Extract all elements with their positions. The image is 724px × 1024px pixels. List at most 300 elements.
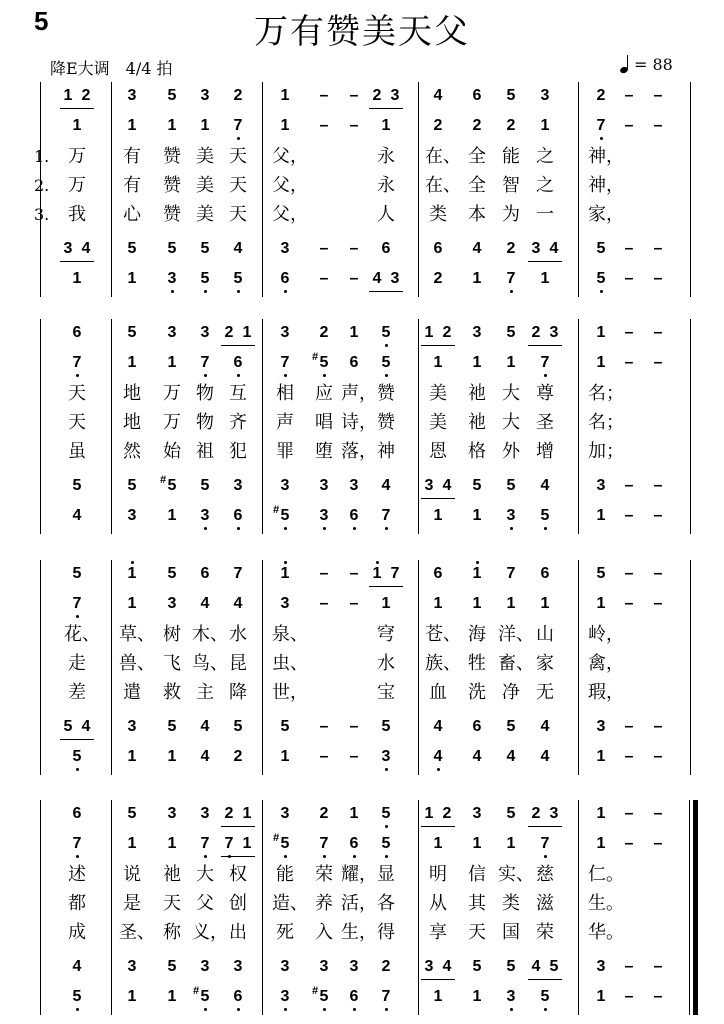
- soprano-part: [0, 804, 724, 828]
- note: [196, 957, 214, 977]
- note-digit: 4: [433, 87, 443, 104]
- note-digit: 3: [127, 958, 137, 975]
- lyric-syllable: 永: [377, 146, 395, 167]
- lyric-line-2: [0, 174, 724, 200]
- note-digit: –: [653, 507, 663, 524]
- note: [229, 747, 247, 767]
- dash-extension: [345, 269, 363, 289]
- note-digit: 1: [167, 748, 177, 765]
- lyric-line-3: [0, 681, 724, 707]
- note: [345, 353, 363, 373]
- note: [196, 564, 214, 584]
- note-digit: 3: [280, 477, 290, 494]
- note: [377, 506, 395, 526]
- lyric-syllable: 信: [468, 864, 486, 885]
- note: [163, 116, 181, 136]
- note-digit: –: [624, 718, 634, 735]
- note: [527, 804, 545, 824]
- dash-extension: [649, 747, 667, 767]
- note-digit: 6: [433, 240, 443, 257]
- note-digit: 7: [390, 565, 400, 582]
- note-digit: –: [624, 805, 634, 822]
- lyric-syllable: 荣: [536, 922, 554, 943]
- note-digit: 3: [472, 324, 482, 341]
- dash-extension: [649, 269, 667, 289]
- lyric-syllable: 创: [229, 893, 247, 914]
- note: [592, 804, 610, 824]
- note: [438, 957, 456, 977]
- note-digit: 5: [233, 270, 243, 287]
- note-digit: –: [349, 117, 359, 134]
- note: [163, 269, 181, 289]
- note: [68, 747, 86, 767]
- alto-part: [0, 594, 724, 618]
- note-digit: –: [653, 117, 663, 134]
- note-digit: 7: [506, 270, 516, 287]
- lyric-syllable: 净: [502, 682, 520, 703]
- note: [502, 594, 520, 614]
- note: [429, 239, 447, 259]
- note-digit: 4: [540, 477, 550, 494]
- note-digit: 1: [433, 988, 443, 1005]
- note: [468, 834, 486, 854]
- lyric-syllable: 万: [68, 175, 86, 196]
- lyric-syllable: 祂: [468, 383, 486, 404]
- note-digit: –: [624, 270, 634, 287]
- note-digit: 7: [540, 835, 550, 852]
- lyric-syllable: 花、: [64, 624, 100, 645]
- lyric-syllable: 在、: [425, 175, 461, 196]
- note-digit: 4: [200, 718, 210, 735]
- note-digit: 3: [280, 958, 290, 975]
- note-digit: 1: [280, 748, 290, 765]
- note-digit: –: [653, 718, 663, 735]
- note-digit: 1: [506, 595, 516, 612]
- note-digit: 1: [280, 565, 290, 582]
- note: [377, 323, 395, 343]
- note: [77, 239, 95, 259]
- note: [238, 323, 256, 343]
- note-digit: 5: [200, 988, 210, 1005]
- lyric-syllable: 祂: [163, 864, 181, 885]
- note: [68, 987, 86, 1007]
- note: [196, 834, 214, 854]
- note-digit: 4: [433, 748, 443, 765]
- note-digit: 1: [540, 595, 550, 612]
- dash-extension: [345, 594, 363, 614]
- note-digit: 5: [540, 988, 550, 1005]
- dash-extension: [649, 353, 667, 373]
- note: [229, 116, 247, 136]
- note: [592, 86, 610, 106]
- note-digit: –: [349, 87, 359, 104]
- lyric-syllable: 天: [68, 412, 86, 433]
- alto-part: [0, 834, 724, 858]
- note-digit: 5: [200, 270, 210, 287]
- note: [536, 747, 554, 767]
- lyric-syllable: 滋: [536, 893, 554, 914]
- lyric-syllable: 类: [429, 204, 447, 225]
- dash-extension: [649, 987, 667, 1007]
- hymn-title: 万有赞美天父: [254, 12, 470, 52]
- note-digit: 5: [167, 87, 177, 104]
- note-digit: 2: [531, 324, 541, 341]
- dash-extension: [620, 269, 638, 289]
- lyric-syllable: 禽，: [588, 653, 624, 674]
- note: [429, 353, 447, 373]
- note-digit: –: [653, 835, 663, 852]
- lyric-syllable: 增: [536, 441, 554, 462]
- lyric-syllable: 洋、: [498, 624, 534, 645]
- note-digit: 3: [167, 270, 177, 287]
- note: [377, 747, 395, 767]
- lyric-line-3: [0, 440, 724, 466]
- note-digit: 1: [127, 270, 137, 287]
- note-digit: 2: [531, 805, 541, 822]
- note: [368, 564, 386, 584]
- lyric-syllable: 草、: [119, 624, 155, 645]
- note-digit: 3: [167, 324, 177, 341]
- note-digit: 3: [549, 805, 559, 822]
- note-digit: 1: [349, 805, 359, 822]
- lyric-syllable: 是: [123, 893, 141, 914]
- note: [468, 804, 486, 824]
- note-digit: –: [624, 354, 634, 371]
- note-digit: 1: [280, 117, 290, 134]
- note: [468, 564, 486, 584]
- note-digit: –: [653, 270, 663, 287]
- note: [229, 269, 247, 289]
- note: [592, 957, 610, 977]
- note-digit: 1: [242, 805, 252, 822]
- lyric-syllable: 天: [163, 893, 181, 914]
- key-signature: 降E大调 4/4 拍: [50, 59, 173, 78]
- lyric-syllable: 赞: [377, 383, 395, 404]
- note-digit: –: [653, 324, 663, 341]
- eighth-underline: [221, 826, 255, 827]
- note-digit: 2: [442, 324, 452, 341]
- note: [196, 717, 214, 737]
- note: [123, 86, 141, 106]
- note-digit: 4: [372, 270, 382, 287]
- note-digit: –: [349, 718, 359, 735]
- lyric-syllable: 为: [502, 204, 520, 225]
- note-digit: 5: [506, 477, 516, 494]
- note-digit: 5: [72, 988, 82, 1005]
- lyric-syllable: 牲: [468, 653, 486, 674]
- note: [315, 476, 333, 496]
- note: [276, 717, 294, 737]
- lyric-syllable: 赞: [377, 412, 395, 433]
- note: [592, 116, 610, 136]
- lyric-syllable: 万: [163, 383, 181, 404]
- note: [438, 323, 456, 343]
- note-digit: 4: [200, 595, 210, 612]
- tenor-part: [0, 476, 724, 500]
- lyric-syllable: 心: [123, 204, 141, 225]
- note-digit: 1: [424, 805, 434, 822]
- note-digit: –: [624, 835, 634, 852]
- note-digit: –: [624, 507, 634, 524]
- eighth-underline: [528, 826, 562, 827]
- note: [592, 323, 610, 343]
- lyric-syllable: 华。: [588, 922, 624, 943]
- note-digit: 3: [349, 958, 359, 975]
- bass-part: [0, 506, 724, 530]
- lyric-syllable: 犯: [229, 441, 247, 462]
- dash-extension: [315, 747, 333, 767]
- lyric-syllable: 圣: [536, 412, 554, 433]
- note-digit: 5: [200, 477, 210, 494]
- lyric-syllable: 天: [68, 383, 86, 404]
- note-digit: 1: [540, 117, 550, 134]
- lyric-syllable: 大: [502, 383, 520, 404]
- lyric-syllable: 宝: [377, 682, 395, 703]
- lyric-syllable: 相: [276, 383, 294, 404]
- lyric-syllable: 鸟、: [192, 653, 228, 674]
- note-digit: 1: [433, 835, 443, 852]
- note-digit: 3: [472, 805, 482, 822]
- dash-extension: [649, 564, 667, 584]
- note-digit: 3: [127, 718, 137, 735]
- eighth-underline: [221, 856, 255, 857]
- note-digit: –: [349, 270, 359, 287]
- note: [429, 506, 447, 526]
- lyric-syllable: 生。: [588, 893, 624, 914]
- note-digit: 5: [506, 805, 516, 822]
- lyric-syllable: 虽: [68, 441, 86, 462]
- note: [429, 987, 447, 1007]
- note-digit: 1: [127, 748, 137, 765]
- note-digit: –: [653, 87, 663, 104]
- note: [592, 987, 610, 1007]
- note-digit: 2: [81, 87, 91, 104]
- lyric-syllable: 入: [315, 922, 333, 943]
- note: [315, 323, 333, 343]
- note-digit: 4: [472, 748, 482, 765]
- note-digit: 6: [349, 354, 359, 371]
- eighth-underline: [421, 979, 455, 980]
- note-digit: 5: [596, 565, 606, 582]
- note-digit: –: [349, 748, 359, 765]
- bass-part: [0, 747, 724, 771]
- note-digit: 4: [433, 718, 443, 735]
- note: [229, 476, 247, 496]
- note-digit: 3: [531, 240, 541, 257]
- note-digit: 3: [596, 718, 606, 735]
- note: [229, 239, 247, 259]
- lyric-syllable: 穹: [377, 624, 395, 645]
- lyric-line-2: [0, 652, 724, 678]
- sharp-accidental: #: [273, 832, 280, 844]
- note: [123, 717, 141, 737]
- note-digit: 1: [127, 565, 137, 582]
- note: [123, 269, 141, 289]
- lyric-syllable: 父，: [272, 146, 308, 167]
- note: [276, 747, 294, 767]
- note-digit: –: [624, 565, 634, 582]
- note-digit: 5: [381, 354, 391, 371]
- note: [229, 86, 247, 106]
- note-digit: 4: [531, 958, 541, 975]
- note: [315, 834, 333, 854]
- lyric-syllable: 义，: [192, 922, 228, 943]
- note-digit: 3: [167, 595, 177, 612]
- note: [229, 717, 247, 737]
- note-digit: 4: [506, 748, 516, 765]
- note-digit: 3: [233, 958, 243, 975]
- note-digit: 2: [224, 805, 234, 822]
- note-digit: 4: [233, 595, 243, 612]
- note: [377, 476, 395, 496]
- lyric-syllable: 说: [123, 864, 141, 885]
- note: [229, 957, 247, 977]
- note: [536, 717, 554, 737]
- note-digit: 5: [63, 718, 73, 735]
- note-digit: 6: [349, 988, 359, 1005]
- note-digit: 3: [200, 324, 210, 341]
- dash-extension: [620, 834, 638, 854]
- note: [377, 353, 395, 373]
- note: [123, 564, 141, 584]
- note: [276, 594, 294, 614]
- lyric-syllable: 美: [196, 175, 214, 196]
- lyric-syllable: 血: [429, 682, 447, 703]
- note-digit: 4: [442, 958, 452, 975]
- note-digit: –: [653, 958, 663, 975]
- note: [502, 269, 520, 289]
- eighth-underline: [421, 498, 455, 499]
- note: [592, 353, 610, 373]
- note-digit: 1: [424, 324, 434, 341]
- note: [220, 834, 238, 854]
- lyric-syllable: 国: [502, 922, 520, 943]
- note-digit: 1: [596, 835, 606, 852]
- note: [468, 717, 486, 737]
- lyric-syllable: 智: [502, 175, 520, 196]
- note-digit: –: [349, 565, 359, 582]
- dash-extension: [620, 323, 638, 343]
- note-digit: 5: [381, 324, 391, 341]
- dash-extension: [649, 594, 667, 614]
- lyric-syllable: 实、: [498, 864, 534, 885]
- note: [77, 717, 95, 737]
- note-digit: –: [349, 595, 359, 612]
- note: [592, 476, 610, 496]
- lyric-syllable: 应: [315, 383, 333, 404]
- hymn-number: 5: [34, 6, 49, 36]
- lyric-syllable: 全: [468, 175, 486, 196]
- lyric-syllable: 死: [276, 922, 294, 943]
- lyric-syllable: 外: [502, 441, 520, 462]
- note-digit: 5: [167, 565, 177, 582]
- note: [536, 834, 554, 854]
- note-digit: 1: [127, 988, 137, 1005]
- note-digit: 3: [596, 958, 606, 975]
- lyric-syllable: 祖: [196, 441, 214, 462]
- note: [276, 323, 294, 343]
- note-digit: 3: [349, 477, 359, 494]
- note-digit: 2: [319, 324, 329, 341]
- lyric-syllable: 荣: [315, 864, 333, 885]
- note: [59, 239, 77, 259]
- note: [502, 476, 520, 496]
- note-digit: 3: [200, 958, 210, 975]
- lyric-syllable: 畜、: [498, 653, 534, 674]
- note: [196, 323, 214, 343]
- lyric-syllable: 格: [468, 441, 486, 462]
- note-digit: –: [624, 477, 634, 494]
- note-digit: 5: [167, 240, 177, 257]
- note: [163, 323, 181, 343]
- lyric-syllable: 始: [163, 441, 181, 462]
- lyric-syllable: 物: [196, 383, 214, 404]
- note-digit: 4: [233, 240, 243, 257]
- note: [592, 269, 610, 289]
- note: [315, 506, 333, 526]
- note-digit: 3: [200, 507, 210, 524]
- quarter-note-icon: [620, 55, 630, 73]
- sharp-accidental: #: [312, 351, 319, 363]
- note-digit: 5: [506, 324, 516, 341]
- note: [163, 353, 181, 373]
- note: [536, 506, 554, 526]
- note-digit: 1: [72, 117, 82, 134]
- note-digit: 5: [127, 324, 137, 341]
- note-digit: 3: [596, 477, 606, 494]
- lyric-syllable: 兽、: [119, 653, 155, 674]
- dash-extension: [649, 239, 667, 259]
- note-digit: 1: [596, 595, 606, 612]
- note: [68, 323, 86, 343]
- lyric-syllable: 家: [536, 653, 554, 674]
- lyric-syllable: 赞: [163, 204, 181, 225]
- lyric-syllable: 海: [468, 624, 486, 645]
- note: [386, 269, 404, 289]
- note: [196, 506, 214, 526]
- lyric-syllable: 能: [502, 146, 520, 167]
- note: [468, 476, 486, 496]
- note: [68, 353, 86, 373]
- note-digit: 6: [472, 718, 482, 735]
- note-digit: 7: [319, 835, 329, 852]
- note: [196, 476, 214, 496]
- lyric-line-1: [0, 145, 724, 171]
- note: [276, 116, 294, 136]
- note: [438, 804, 456, 824]
- note: [196, 239, 214, 259]
- lyric-syllable: 尊: [536, 383, 554, 404]
- dash-extension: [345, 86, 363, 106]
- note: [163, 987, 181, 1007]
- note-digit: 7: [72, 595, 82, 612]
- note-digit: 1: [127, 835, 137, 852]
- lyric-syllable: 都: [68, 893, 86, 914]
- sharp-accidental: #: [193, 985, 200, 997]
- note-digit: 3: [200, 87, 210, 104]
- note-digit: 4: [381, 477, 391, 494]
- note-digit: –: [349, 240, 359, 257]
- lyric-syllable: 名；: [588, 412, 624, 433]
- tempo-value: = 88: [634, 55, 673, 74]
- eighth-underline: [60, 108, 94, 109]
- note: [592, 747, 610, 767]
- note: [468, 506, 486, 526]
- note-digit: 1: [381, 595, 391, 612]
- note: [68, 594, 86, 614]
- note-digit: 4: [72, 507, 82, 524]
- note: [163, 957, 181, 977]
